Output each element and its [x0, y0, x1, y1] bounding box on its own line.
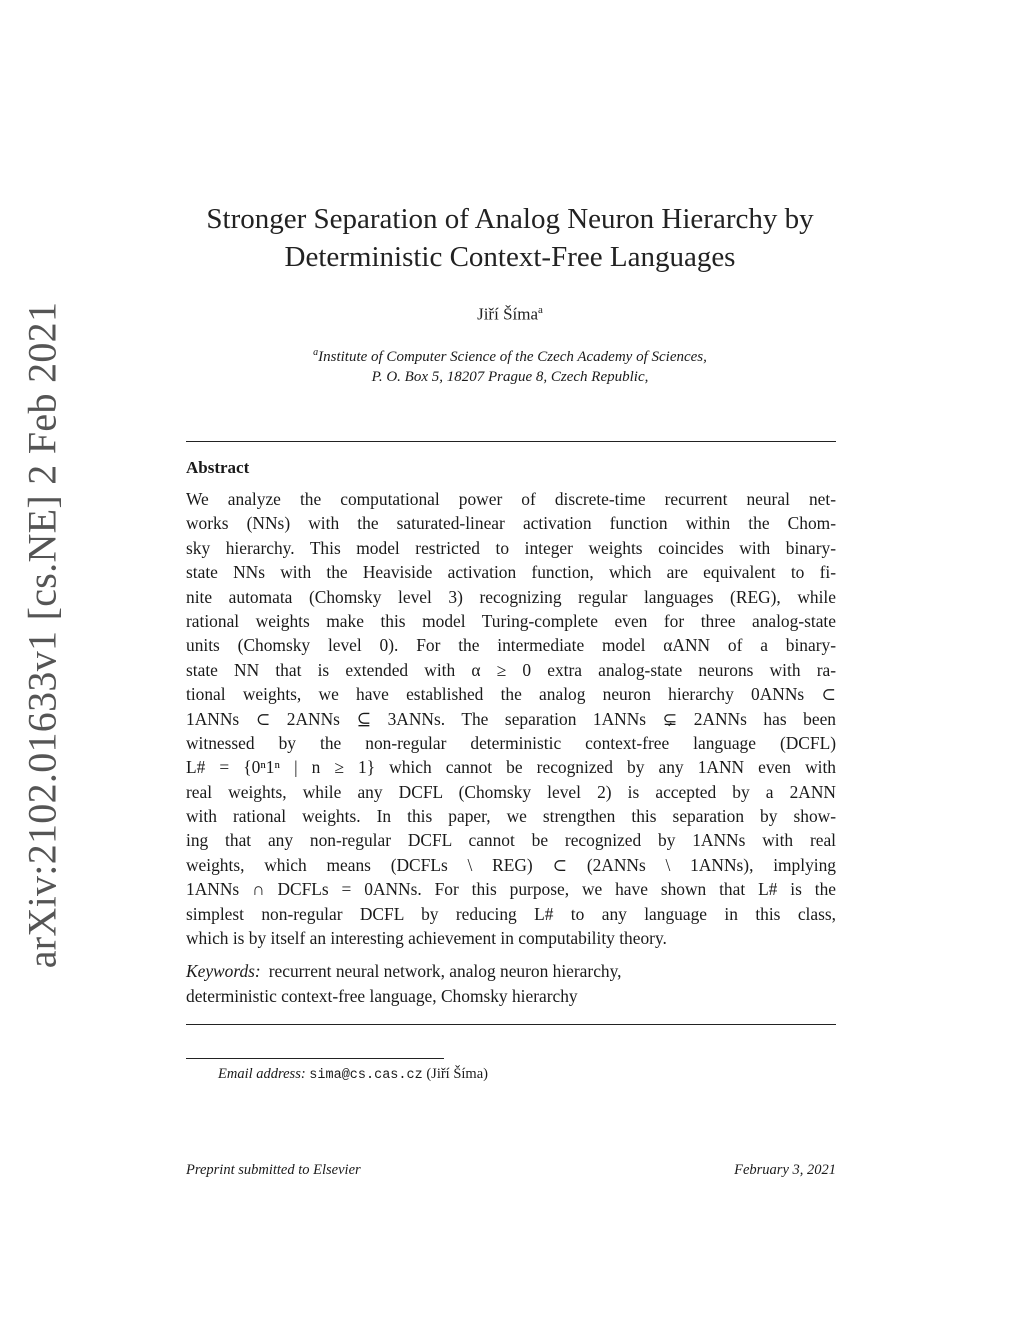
title-line-1: Stronger Separation of Analog Neuron Hierarchy by	[206, 203, 814, 235]
abstract-heading: Abstract	[186, 458, 250, 477]
abstract-line: 1ANNs ⊂ 2ANNs ⊆ 3ANNs. The separation 1ANNs ⊊ 2ANNs has been	[186, 708, 836, 729]
author	[150, 304, 870, 325]
email-address: sima@cs.cas.cz	[309, 1068, 423, 1083]
email-label: Email address:	[218, 1066, 306, 1082]
affiliation-line-1	[150, 343, 870, 367]
affiliation-line-2: P. O. Box 5, 18207 Prague 8, Czech Republic,	[371, 369, 649, 385]
keywords-line-2: deterministic context-free language, Chomsky hierarchy	[186, 986, 578, 1006]
keywords-line-1	[186, 959, 836, 984]
abstract-line: units (Chomsky level 0). For the intermediate model αANN of a binary-	[186, 635, 836, 656]
abstract-line: nite automata (Chomsky level 3) recognizing regular languages (REG), while	[186, 586, 836, 607]
author-affiliation-mark: a	[538, 304, 543, 316]
abstract-line: state NN that is extended with α ≥ 0 extra analog-state neurons with ra-	[186, 659, 836, 680]
preprint-note: Preprint submitted to Elsevier	[186, 1162, 361, 1178]
abstract-line: which is by itself an interesting achievement in computability theory.	[186, 928, 667, 949]
abstract-line: real weights, while any DCFL (Chomsky level 2) is accepted by a 2ANN	[186, 781, 836, 802]
abstract-line: weights, which means (DCFLs \ REG) ⊂ (2ANNs \ 1ANNs), implying	[186, 854, 836, 875]
keywords-text-1: recurrent neural network, analog neuron hierarchy,	[268, 961, 622, 981]
abstract-line: ing that any non-regular DCFL cannot be recognized by 1ANNs with real	[186, 830, 836, 851]
abstract-line: sky hierarchy. This model restricted to integer weights coincides with binary-	[186, 537, 836, 558]
abstract-line: 1ANNs ∩ DCFLs = 0ANNs. For this purpose, we have shown that L# is the	[186, 879, 836, 900]
arxiv-side-stamp	[0, 0, 90, 1325]
abstract-line: rational weights make this model Turing-complete even for three analog-state	[186, 610, 836, 631]
abstract-bottom-rule	[186, 1024, 836, 1025]
footnote	[218, 1066, 488, 1083]
abstract-line: We analyze the computational power of discrete-time recurrent neural net-	[186, 489, 836, 509]
keywords-label: Keywords:	[186, 961, 261, 981]
keywords	[186, 959, 836, 1009]
footnote-rule	[186, 1058, 444, 1059]
author-name: Jiří Šíma	[477, 304, 539, 324]
abstract-line: L# = {0ⁿ1ⁿ | n ≥ 1} which cannot be recognized by any 1ANN even with	[186, 757, 836, 778]
abstract-line: tional weights, we have established the analog neuron hierarchy 0ANNs ⊂	[186, 684, 836, 705]
paper-title	[150, 200, 870, 276]
affiliation-line-1-text: Institute of Computer Science of the Czech Academy of Sciences,	[318, 349, 707, 365]
title-line-2: Deterministic Context-Free Languages	[284, 241, 736, 273]
affiliation	[150, 343, 870, 387]
arxiv-identifier: arXiv:2102.01633v1 [cs.NE] 2 Feb 2021	[19, 301, 65, 969]
abstract-top-rule	[186, 441, 836, 442]
abstract-line: works (NNs) with the saturated-linear activation function within the Chom-	[186, 513, 836, 534]
abstract-line: state NNs with the Heaviside activation function, which are equivalent to fi-	[186, 562, 836, 583]
affiliation-mark: a	[313, 347, 319, 358]
abstract-line: witnessed by the non-regular deterministic context-free language (DCFL)	[186, 732, 836, 753]
abstract-line: simplest non-regular DCFL by reducing L# to any language in this class,	[186, 903, 836, 924]
preprint-date: February 3, 2021	[734, 1162, 836, 1178]
abstract-body	[186, 487, 836, 950]
abstract-line: with rational weights. In this paper, we strengthen this separation by show-	[186, 806, 836, 827]
email-owner: (Jiří Šíma)	[426, 1066, 488, 1082]
